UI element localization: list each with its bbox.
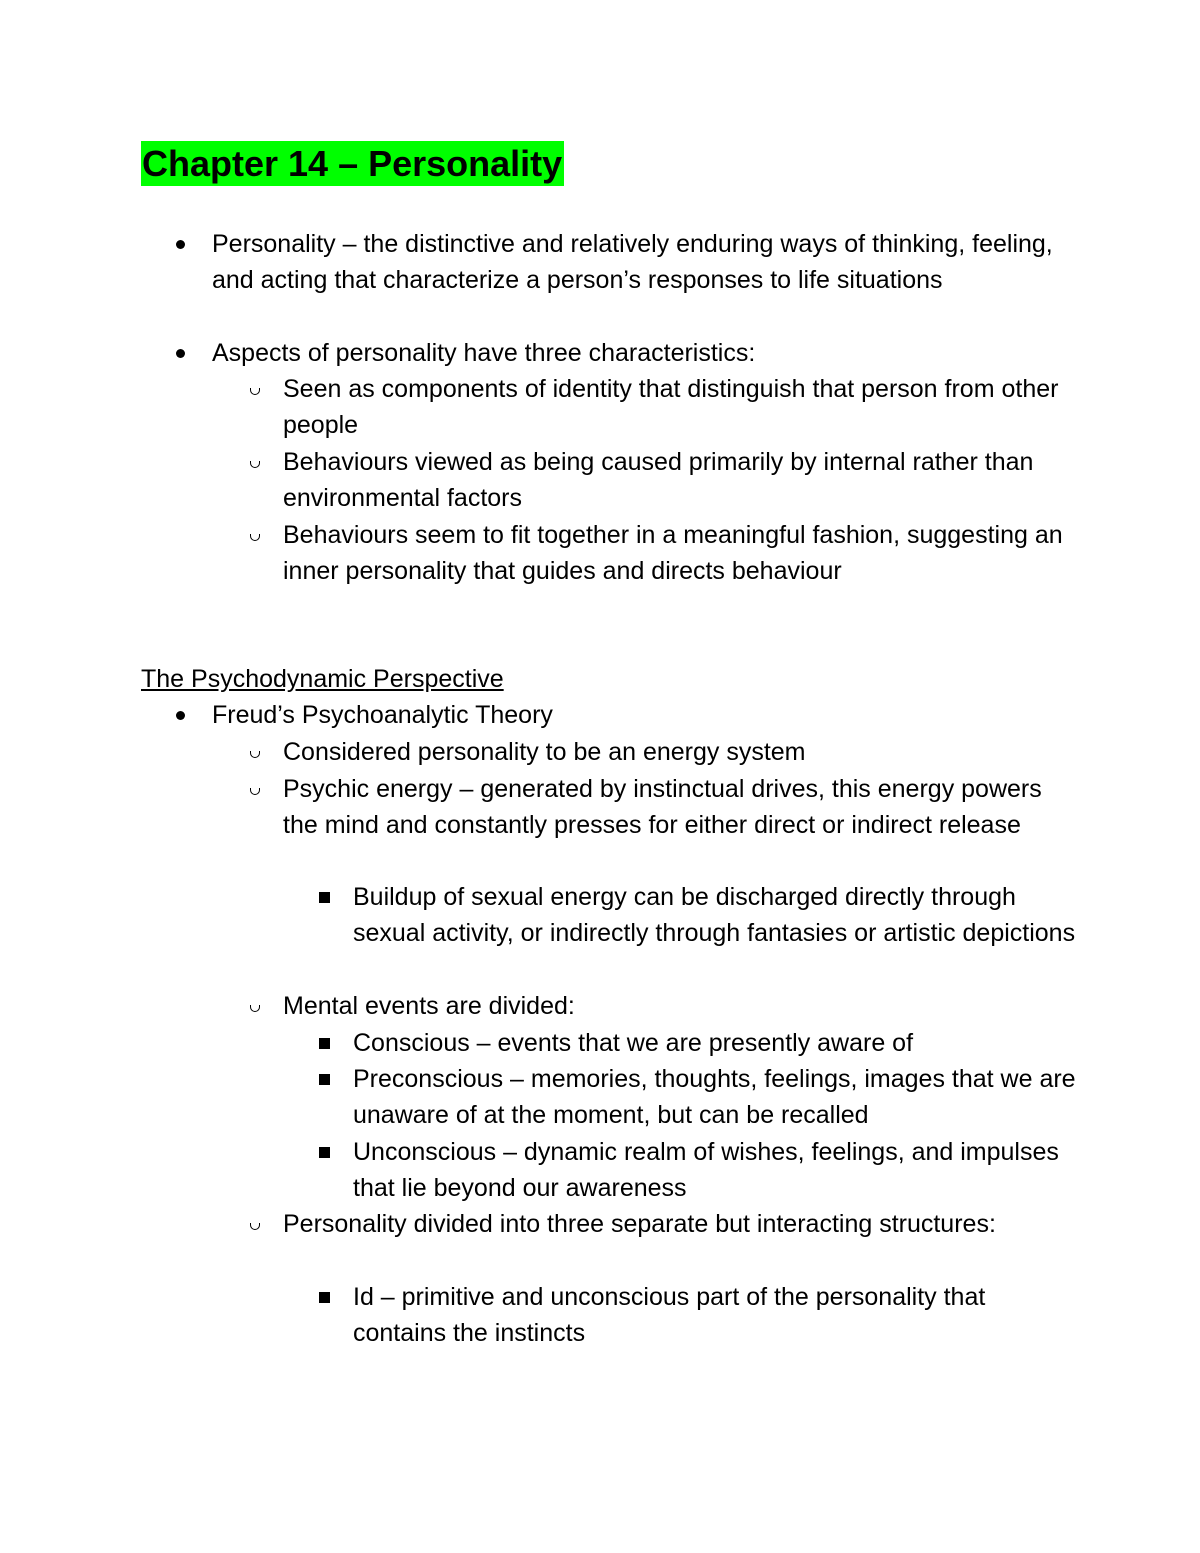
bullet-circle-icon — [247, 734, 263, 770]
list-item — [283, 517, 1073, 590]
list-item-text: Personality divided into three separate but interacting structures: — [283, 1210, 996, 1238]
bullet-square-icon — [315, 1025, 333, 1061]
list-item — [283, 771, 1073, 844]
list-item — [212, 226, 1072, 299]
bullet-circle-icon — [247, 988, 263, 1024]
list-item-text: Behaviours seem to fit together in a meaningful fashion, suggesting an inner personality that guides and directs behaviour — [283, 521, 1063, 586]
list-item-text: Behaviours viewed as being caused primarily by internal rather than environmental factors — [283, 448, 1034, 513]
bullet-square-icon — [315, 1279, 333, 1315]
bullet-square-icon — [315, 879, 333, 915]
list-item — [353, 1134, 1083, 1207]
list-item — [283, 988, 1073, 1024]
list-item — [212, 335, 1072, 371]
bullet-square-icon — [315, 1134, 333, 1170]
list-item-text: Aspects of personality have three characteristics: — [212, 339, 756, 367]
bullet-circle-icon — [247, 771, 263, 807]
list-item-text: Psychic energy – generated by instinctual drives, this energy powers the mind and constantly presses for either direct or indirect release — [283, 775, 1042, 840]
list-item-text: Seen as components of identity that distinguish that person from other people — [283, 375, 1059, 440]
list-item-text: Preconscious – memories, thoughts, feelings, images that we are unaware of at the moment, but can be recalled — [353, 1065, 1076, 1130]
section-heading: The Psychodynamic Perspective — [141, 665, 504, 693]
list-item — [283, 371, 1073, 444]
bullet-circle-icon — [247, 517, 263, 553]
list-item-text: Personality – the distinctive and relatively enduring ways of thinking, feeling, and acting that characterize a person’s responses to life situations — [212, 230, 1053, 295]
chapter-title: Chapter 14 – Personality — [142, 143, 563, 184]
list-item — [283, 734, 1073, 770]
list-item — [283, 1206, 1073, 1242]
list-item-text: Conscious – events that we are presently aware of — [353, 1029, 914, 1057]
list-item-text: Unconscious – dynamic realm of wishes, feelings, and impulses that lie beyond our awareness — [353, 1138, 1059, 1203]
list-item — [353, 1025, 1083, 1061]
list-item — [353, 879, 1083, 952]
bullet-square-icon — [315, 1061, 333, 1097]
bullet-disc-icon — [172, 335, 188, 371]
list-item-text: Freud’s Psychoanalytic Theory — [212, 701, 553, 729]
bullet-circle-icon — [247, 371, 263, 407]
list-item — [212, 697, 1072, 733]
bullet-circle-icon — [247, 1206, 263, 1242]
list-item-text: Mental events are divided: — [283, 992, 575, 1020]
list-item-text: Id – primitive and unconscious part of the personality that contains the instincts — [353, 1283, 986, 1348]
bullet-disc-icon — [172, 697, 188, 733]
bullet-disc-icon — [172, 226, 188, 262]
list-item-text: Considered personality to be an energy system — [283, 738, 806, 766]
list-item — [353, 1279, 1083, 1352]
list-item — [353, 1061, 1083, 1134]
list-item — [283, 444, 1073, 517]
bullet-circle-icon — [247, 444, 263, 480]
list-item-text: Buildup of sexual energy can be discharged directly through sexual activity, or indirectly through fantasies or artistic depictions — [353, 883, 1076, 948]
